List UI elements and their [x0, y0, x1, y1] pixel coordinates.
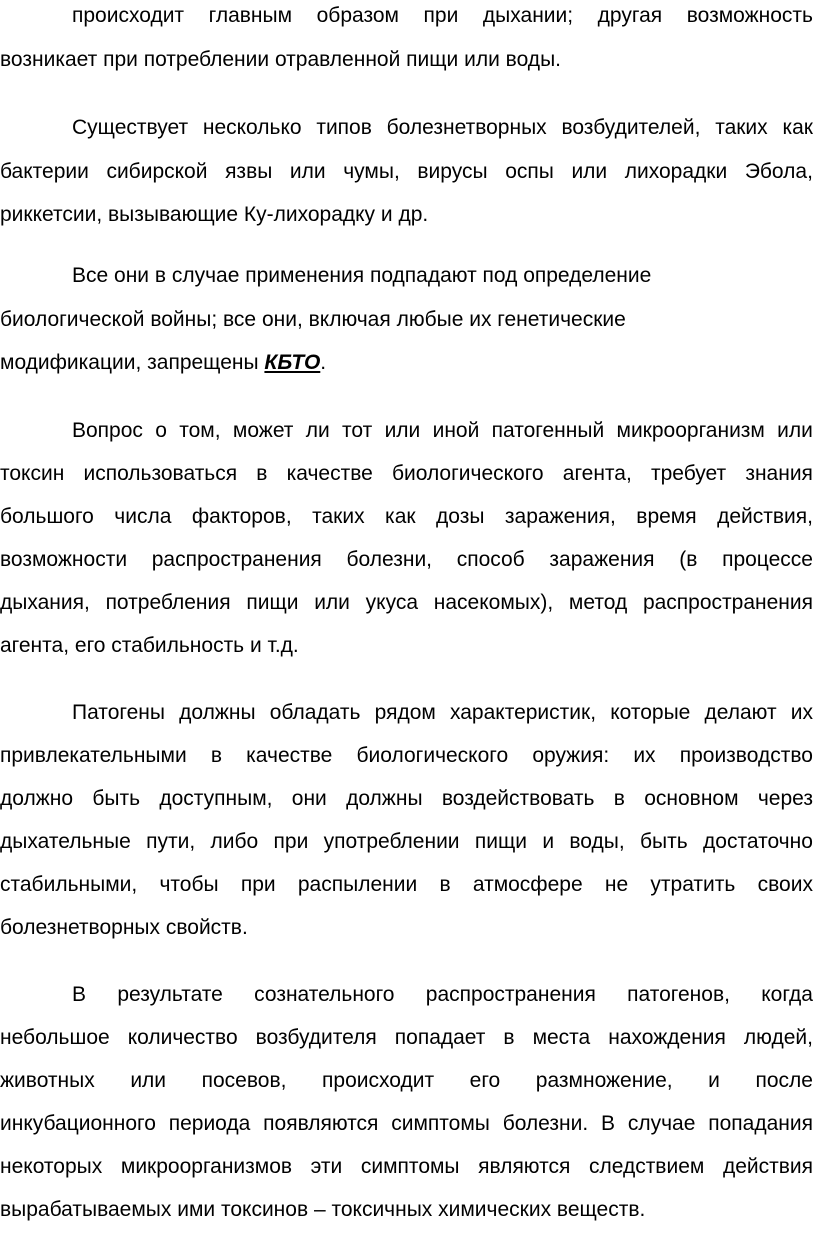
word: и — [708, 1069, 720, 1092]
word: когда — [761, 983, 813, 1006]
text-line: вырабатываемых ими токсинов – токсичных химических веществ. — [0, 1198, 646, 1221]
word: через — [757, 787, 813, 810]
word: происходит — [72, 4, 185, 27]
word: пути, — [146, 830, 196, 853]
word: требует — [650, 462, 727, 485]
word: утратить — [650, 873, 736, 896]
word: болезни. — [502, 1112, 589, 1135]
word: таких — [715, 116, 768, 139]
word: возможности — [0, 548, 128, 571]
text-line: болезнетворных свойств. — [0, 916, 248, 939]
word: в — [210, 744, 222, 767]
word: распылении — [297, 873, 418, 896]
word: пищи — [246, 591, 299, 614]
text-line — [0, 1102, 813, 1146]
word: биологического — [391, 462, 544, 485]
word: чумы, — [343, 160, 400, 183]
word: главным — [208, 4, 293, 27]
word: в — [503, 1026, 515, 1049]
word: микроорганизм — [616, 419, 765, 442]
text-line — [0, 538, 813, 582]
word: быть — [640, 830, 688, 853]
text-line: биологической войны; все они, включая любые их генетические — [0, 308, 626, 331]
word: агента, — [562, 462, 632, 485]
word: способ — [456, 548, 525, 571]
word: распространения — [151, 548, 322, 571]
text-line: возникает при потреблении отравленной пищи или воды. — [0, 48, 561, 71]
word: в — [613, 787, 625, 810]
word: о — [155, 419, 167, 442]
word: характеристик, — [449, 701, 597, 724]
text-line — [0, 341, 813, 385]
word: небольшое — [0, 1026, 110, 1049]
word: пищи — [474, 830, 527, 853]
word: или — [130, 1069, 167, 1092]
word: заражения — [549, 548, 655, 571]
word: оружия: — [532, 744, 610, 767]
text-line: агента, его стабильность и т.д. — [0, 634, 299, 657]
word: привлекательными — [0, 744, 187, 767]
word: (в — [679, 548, 698, 571]
word: в — [256, 462, 268, 485]
word: том, — [179, 419, 221, 442]
kbto-link[interactable]: КБТО — [264, 351, 321, 374]
word: факторов, — [191, 505, 292, 528]
text-line — [0, 734, 813, 778]
word: как — [782, 116, 813, 139]
word: места — [532, 1026, 591, 1049]
text-after-link: . — [320, 351, 327, 374]
word: возможность — [686, 4, 813, 27]
word: образом — [316, 4, 399, 27]
word: производство — [679, 744, 813, 767]
word: не — [604, 873, 629, 896]
word: людей, — [743, 1026, 813, 1049]
word: количество — [127, 1026, 238, 1049]
word: действия — [722, 1155, 813, 1178]
word: время — [636, 505, 697, 528]
word: В — [601, 1112, 616, 1135]
word: происходит — [322, 1069, 435, 1092]
word: симптомы — [391, 1112, 490, 1135]
word: являются — [478, 1155, 571, 1178]
word: в — [439, 873, 451, 896]
word: нахождения — [608, 1026, 726, 1049]
word: биологического — [356, 744, 509, 767]
text-line — [0, 777, 813, 821]
word: быть — [92, 787, 141, 810]
word: иной — [432, 419, 480, 442]
word: должны — [346, 787, 423, 810]
word: Эбола, — [744, 160, 813, 183]
word: воздействовать — [441, 787, 595, 810]
word: при — [423, 4, 459, 27]
word: при — [240, 873, 276, 896]
word: чтобы — [159, 873, 219, 896]
word: которые — [610, 701, 691, 724]
word: попадает — [394, 1026, 486, 1049]
word: должны — [179, 701, 256, 724]
word: бактерии — [0, 160, 89, 183]
word: типов — [316, 116, 372, 139]
text-before-link: модификации, запрещены — [0, 351, 265, 374]
word: несколько — [202, 116, 302, 139]
word: микроорганизмов — [120, 1155, 293, 1178]
word: некоторых — [0, 1155, 103, 1178]
word: или — [384, 419, 421, 442]
word: их — [633, 744, 656, 767]
word: ли — [305, 419, 330, 442]
word: они — [291, 787, 327, 810]
word: Вопрос — [72, 419, 143, 442]
word: инкубационного — [0, 1112, 156, 1135]
word: как — [385, 505, 416, 528]
word: употреблении — [323, 830, 460, 853]
word: посевов, — [201, 1069, 287, 1092]
text-line — [0, 1016, 813, 1060]
word: большого — [0, 505, 94, 528]
word: таких — [312, 505, 365, 528]
word: болезни, — [346, 548, 433, 571]
word: после — [755, 1069, 813, 1092]
word: токсин — [0, 462, 65, 485]
word: симптомы — [360, 1155, 460, 1178]
word: следствием — [588, 1155, 705, 1178]
word: при — [273, 830, 309, 853]
word: укуса — [365, 591, 419, 614]
word: может — [232, 419, 294, 442]
word: знания — [745, 462, 813, 485]
word: делают — [704, 701, 777, 724]
word: оспы — [505, 160, 554, 183]
word: периода — [168, 1112, 251, 1135]
word: атмосфере — [472, 873, 583, 896]
word: действия, — [717, 505, 813, 528]
word: дыхательные — [0, 830, 131, 853]
word: основном — [644, 787, 739, 810]
text-line — [0, 820, 813, 864]
text-line — [0, 581, 813, 625]
word: доступным, — [159, 787, 273, 810]
word: другая — [597, 4, 663, 27]
word: или — [289, 160, 326, 183]
word: числа — [114, 505, 172, 528]
word: дыхания, — [0, 591, 90, 614]
text-line — [72, 691, 813, 735]
text-line — [0, 150, 813, 194]
text-line — [72, 0, 813, 38]
word: должно — [0, 787, 74, 810]
word: его — [469, 1069, 501, 1092]
word: В — [72, 983, 87, 1006]
word: размножение, — [535, 1069, 673, 1092]
word: достаточно — [703, 830, 813, 853]
word: тот — [342, 419, 373, 442]
word: возбудителя — [255, 1026, 377, 1049]
word: возбудителей, — [561, 116, 701, 139]
word: рядом — [374, 701, 436, 724]
word: или — [314, 591, 350, 614]
word: или — [777, 419, 813, 442]
word: распространения — [425, 983, 596, 1006]
word: заражения, — [504, 505, 616, 528]
text-line — [0, 863, 813, 907]
word: появляются — [263, 1112, 379, 1135]
word: использоваться — [83, 462, 238, 485]
word: болезнетворных — [386, 116, 547, 139]
word: или — [571, 160, 608, 183]
text-line — [72, 106, 813, 150]
text-line — [72, 409, 813, 453]
text-line — [0, 1145, 813, 1189]
word: эти — [310, 1155, 343, 1178]
word: обладать — [269, 701, 361, 724]
text-line — [72, 973, 813, 1017]
word: процессе — [722, 548, 813, 571]
word: стабильными, — [0, 873, 138, 896]
word: лихорадки — [624, 160, 728, 183]
word: либо — [210, 830, 259, 853]
text-line: Все они в случае применения подпадают под определение — [72, 264, 652, 287]
word: результате — [117, 983, 223, 1006]
word: дозы — [436, 505, 485, 528]
word: качестве — [246, 744, 333, 767]
word: животных — [0, 1069, 95, 1092]
word: случае — [627, 1112, 696, 1135]
text-line — [0, 452, 813, 496]
text-line: риккетсии, вызывающие Ку-лихорадку и др. — [0, 203, 429, 226]
word: язвы — [225, 160, 273, 183]
text-line — [0, 1059, 813, 1103]
word: своих — [757, 873, 813, 896]
word: Существует — [72, 116, 189, 139]
word: метод — [568, 591, 628, 614]
word: сибирской — [106, 160, 208, 183]
word: воды, — [569, 830, 625, 853]
word: патогенов, — [627, 983, 730, 1006]
word: патогенный — [491, 419, 605, 442]
word: дыхании; — [482, 4, 574, 27]
word: их — [790, 701, 813, 724]
word: и — [542, 830, 555, 853]
word: Патогены — [72, 701, 165, 724]
word: попадания — [708, 1112, 813, 1135]
text-line — [0, 495, 813, 539]
word: распространения — [642, 591, 813, 614]
word: сознательного — [254, 983, 395, 1006]
word: качестве — [286, 462, 373, 485]
word: насекомых), — [433, 591, 554, 614]
word: вирусы — [417, 160, 488, 183]
word: потребления — [105, 591, 231, 614]
